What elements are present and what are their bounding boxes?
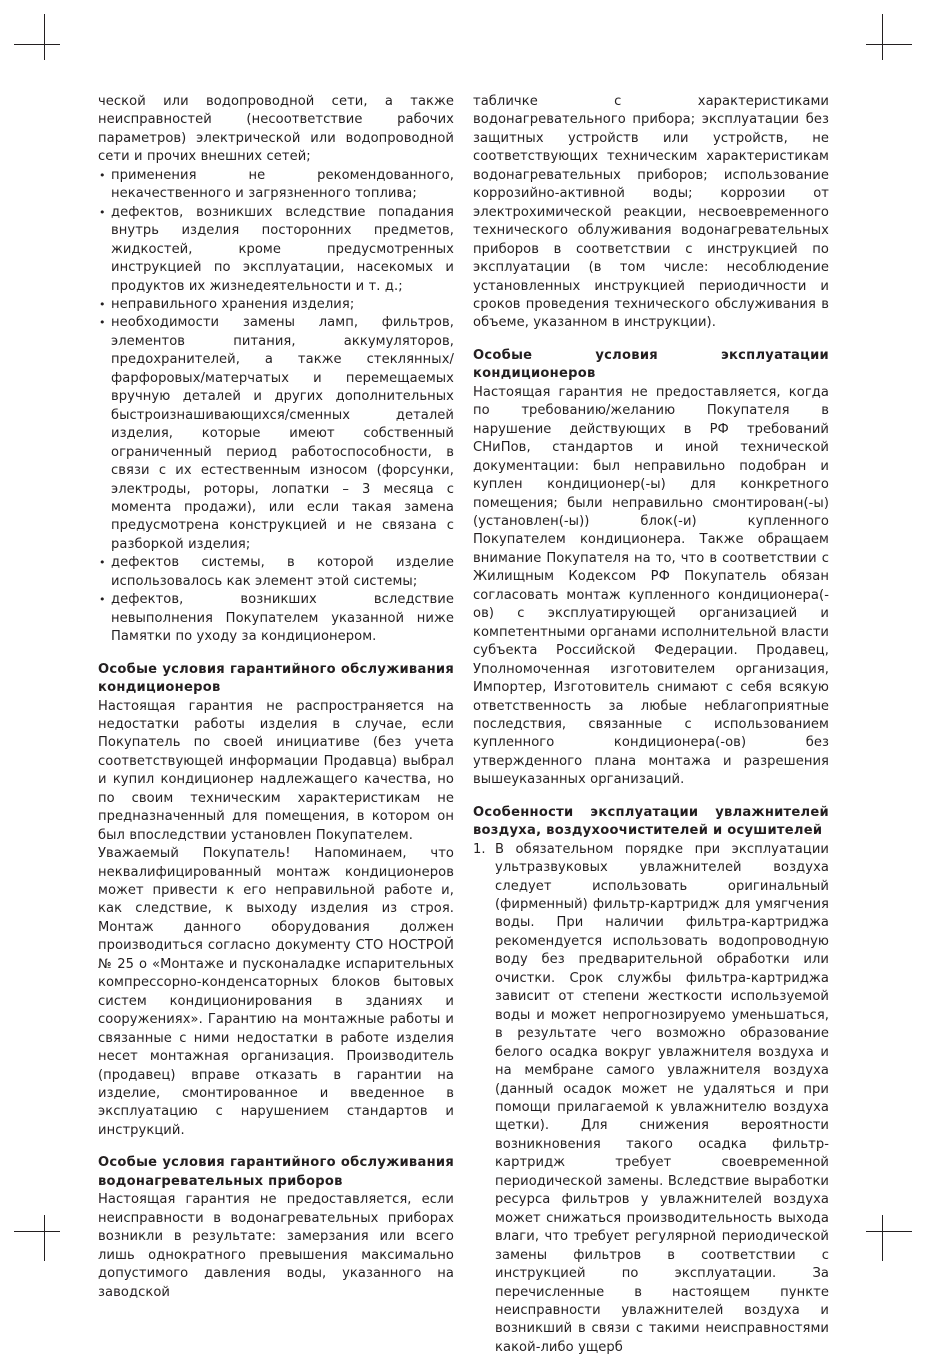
list-item-text: В обязательном порядке при эксплуатации ультразвуковых увлажнителей воздуха следует использовать оригинальный (фирменный) фильтр-картридж для умягчения воды. При наличии фильтра-картриджа рекомендуется использовать водопроводную воду без предварительной обработки или очистки. Срок службы фильтра-картриджа зависит от степени жесткости используемой воды и может непрогнозируемо уменьшаться, в результате чего возможно образование белого осадка вокруг увлажнителя воздуха и на мембране самого увлажнителя воздуха (данный осадок может не удаляться и при помощи прилагаемой к увлажнителю воздуха щетки). Для снижения вероятности возникновения такого осадка фильтр-картридж требует своевременной периодической замены. Вследствие выработки ресурса фильтров у увлажнителей воздуха может снижаться производительность выхода влаги, что требует регулярной периодической замены фильтров в соответствии с инструкцией по эксплуатации. За перечисленные в настоящем пункте неисправности увлажнителей воздуха и возникший в связи с такими неисправностями какой-либо ущерб <box>495 841 829 1355</box>
section-heading-warranty-service-water-heaters: Особые условия гарантийного обслуживания водонагревательных приборов <box>98 1155 454 1189</box>
list-item <box>473 841 829 1357</box>
humidifier-numbered-list <box>473 841 829 1357</box>
crop-mark-top-right-horizontal <box>866 44 912 45</box>
list-item: • необходимости замены ламп, фильтров, элементов питания, аккумуляторов, предохранителей, а также стеклянных/фарфоровых/матерчатых и перемещаемых вручную деталей и других дополнительных быстроизнашивающихся/сменных деталей изделия, которые имеют собственный ограниченный период работоспособности, в связи с их естественным износом (форсунки, электроды, роторы, лопатки – 3 месяца с момента продажи), или если такая замена предусмотрена конструкцией и не связана с разборкой изделия; <box>98 314 454 554</box>
section-heading-operation-conditions-conditioners: Особые условия эксплуатации кондиционеров <box>473 347 829 382</box>
right-text-column <box>473 93 829 1357</box>
paragraph: Настоящая гарантия не предоставляется, когда по требованию/желанию Покупателя в нарушение действующих в РФ требований СНиПов, стандартов и иной технической документации: был неправильно подобран и куплен кондиционер(-ы) для конкретного помещения; были неправильно смонтирован(-ы) (установлен(-ы)) блок(-и) купленного Покупателем кондиционера. Также обращаем внимание Покупателя на то, что в соответствии с Жилищным Кодексом РФ Покупатель обязан согласовать монтаж купленного кондиционера(-ов) с эксплуатирующей организацией и компетентными органами исполнительной власти субъекта Российской Федерации. Продавец, Уполномоченная изготовителем организация, Импортер, Изготовитель снимают с себя всякую ответственность за любые неблагоприятные последствия, связанные с использованием купленного кондиционера(-ов) без утвержденного плана монтажа и разрешения вышеуказанных организаций. <box>473 384 829 788</box>
section-heading-humidifiers-purifiers-dehumidifiers: Особенности эксплуатации увлажнителей воздуха, воздухоочистителей и осушителей <box>473 804 829 839</box>
crop-mark-bottom-left-vertical <box>44 1215 45 1261</box>
list-item: • применения не рекомендованного, некачественного и загрязненного топлива; <box>98 167 454 204</box>
list-item-number: 1. <box>473 841 486 857</box>
crop-mark-bottom-left-horizontal <box>14 1231 60 1232</box>
list-item: • дефектов, возникших вследствие невыполнения Покупателем указанной ниже Памятки по уходу за кондиционером. <box>98 591 454 646</box>
crop-mark-bottom-right-vertical <box>882 1215 883 1261</box>
list-item: • неправильного хранения изделия; <box>98 296 454 314</box>
crop-mark-top-left-horizontal <box>14 44 60 45</box>
paragraph: Настоящая гарантия не предоставляется, если неисправности в водонагревательных приборах возникли в результате: замерзания или всего лишь однократного превышения максимально допустимого давления воды, указанного на заводской <box>98 1192 454 1300</box>
left-text-column <box>98 93 454 1302</box>
continued-paragraph-left: ческой или водопроводной сети, а также неисправностей (несоответствие рабочих параметров) электрической или водопроводной сети и прочих внешних сетей; <box>98 94 454 165</box>
crop-mark-top-left-vertical <box>44 14 45 60</box>
exclusions-bullet-list <box>98 167 454 647</box>
section-heading-warranty-service-conditioners: Особые условия гарантийного обслуживания кондиционеров <box>98 661 454 696</box>
continued-paragraph-right: табличке с характеристиками водонагревательного прибора; эксплуатации без защитных устройств или устройств, не соответствующих техническим характеристикам водонагревательных приборов; использование коррозийно-активной воды; коррозии от электрохимической реакции, несвоевременного технического облуживания водонагревательных приборов в соответствии с инструкцией по эксплуатации (в том числе: несоблюдение установленных инструкцией периодичности и сроков проведения технического обслуживания в объеме, указанном в инструкции). <box>473 94 829 331</box>
paragraph: Настоящая гарантия не распространяется на недостатки работы изделия в случае, если Покупатель по своей инициативе (без учета соответствующей информации Продавца) выбрал и купил кондиционер надлежащего качества, но по своим техническим характеристикам не предназначенный для помещения, в котором он был впоследствии установлен Покупателем. <box>98 698 454 843</box>
list-item: • дефектов, возникших вследствие попадания внутрь изделия посторонних предметов, жидкостей, кроме предусмотренных инструкцией по эксплуатации, насекомых и продуктов их жизнедеятельности и т. д.; <box>98 204 454 296</box>
list-item: • дефектов системы, в которой изделие использовалось как элемент этой системы; <box>98 554 454 591</box>
crop-mark-bottom-right-horizontal <box>866 1231 912 1232</box>
paragraph: Уважаемый Покупатель! Напоминаем, что неквалифицированный монтаж кондиционеров может привести к его неправильной работе и, как следствие, к выходу изделия из строя. Монтаж данного оборудования должен производиться согласно документу СТО НОСТРОЙ № 25 о «Монтаже и пусконаладке испарительных компрессорно-конденсаторных блоков бытовых систем кондиционирования в зданиях и сооружениях». Гарантию на монтажные работы и связанные с ними недостатки в работе изделия несет монтажная организация. Производитель (продавец) вправе отказать в гарантии на изделие, смонтированное и введенное в эксплуатацию с нарушением стандартов и инструкций. <box>98 846 454 1138</box>
crop-mark-top-right-vertical <box>882 14 883 60</box>
